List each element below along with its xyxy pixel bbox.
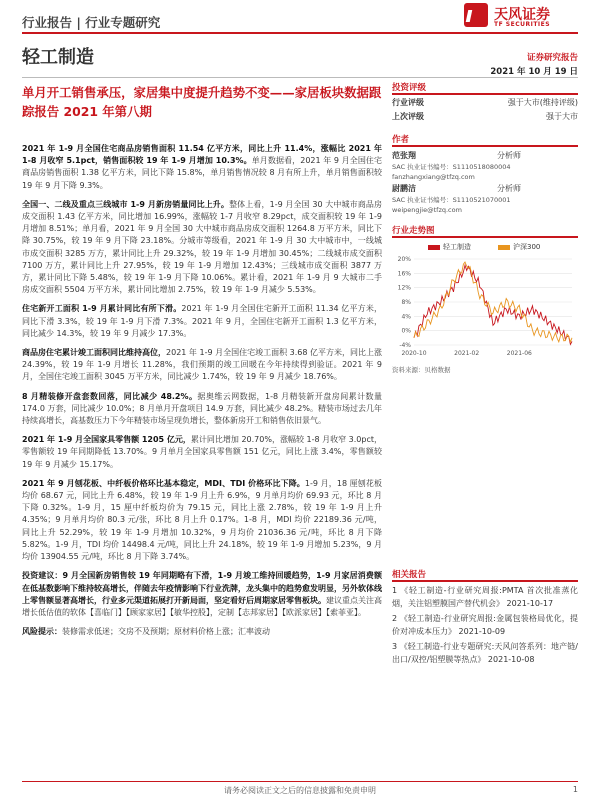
previous-rating-value: 强于大市 [546,112,578,121]
author-role: 分析师 [497,151,521,160]
author-email[interactable]: weipengjie@tfzq.com [392,206,462,214]
paragraph-lead: 投资建议：9 月全国新房销售较 19 年同期略有下滑，1-9 月竣工维持回暖趋势，1-9 月家居消费额在低基数影响下维持较高增长，伴随去年疫情影响下行业洗牌，龙头集中的趋势愈发明显，另外软体线上零售额显著高增长，行业多元渠道拓展打开新局面，坚定看好后周期家居零售板块。 [22,571,382,605]
paragraph-text: 单月数据看，2021 年 9 月全国住宅商品房销售面积 1.38 亿平方米，同比下降 15.8%，单月销售情况较 8 月有所上升，单月销售面积较 19 年 9 月下降 9.3%。 [22,156,382,190]
author-name: 范张翔 [392,151,416,160]
x-tick-label: 2021-02 [454,350,480,357]
author-email[interactable]: fanzhangxiang@tfzq.com [392,173,475,181]
y-tick-label: -4% [399,342,411,349]
related-report-link[interactable]: 3 《轻工制造-行业专题研究:天风问答系列：地产链/出口/双控/铝塑膜等热点》 2021-10-08 [392,642,578,664]
body-paragraph [22,303,382,340]
paragraph-lead: 2021 年 9 月刨花板、中纤板价格环比基本稳定，MDI、TDI 价格环比下降。 [22,478,305,488]
tf-securities-logo-icon [464,3,488,27]
y-tick-label: 4% [401,313,411,321]
paragraph-text: 2021 年 1-9 月全国住宅新开工面积 11.34 亿平方米，同比下滑 3.3%，较 19 年 1-9 月下滑 7.3%。2021 年 9 月，全国住宅新开工面积 1.3 亿平方米，同比减少 14.3%，较 19 年 9 月减少 17.3%。 [22,304,382,338]
report-category: 行业报告 | 行业专题研究 [22,15,161,30]
brand-name: 天风证券 [494,7,550,23]
related-heading: 相关报告 [392,570,427,580]
trend-divider [392,236,578,238]
industry-rating-value: 强于大市(维持评级) [507,98,578,107]
body-paragraph [22,434,382,471]
paragraph-lead: 2021 年 1-9 月全国家具零售额 1205 亿元， [22,435,191,445]
trend-chart [392,255,578,360]
paragraph-text: 累计同比增加 20.70%，涨幅较 1-8 月收窄 3.0pct，零售额较 19 年同期降低 13.70%。9 月单月全国家具零售额 151 亿元，同比上涨 3.4%，零售额较 19 年 9 月减少 15.17%。 [22,435,382,469]
rating-heading: 投资评级 [392,83,427,93]
paragraph-lead: 商品房住宅累计竣工面积同比维持高位， [22,348,167,358]
body-paragraph [22,347,382,384]
body-paragraph [22,478,382,563]
paragraph-lead: 全国一、二线及重点三线城市 1-9 月新房销量同比上升。 [22,199,230,209]
body-paragraph [22,143,382,192]
brand-name-en: TF SECURITIES [494,21,551,28]
trend-heading: 行业走势图 [392,226,435,236]
report-type: 证券研究报告 [526,53,578,63]
y-tick-label: 12% [397,284,411,292]
y-tick-label: 16% [397,270,411,278]
title-divider [22,77,578,78]
y-tick-label: 8% [401,299,411,306]
legend-label-industry: 轻工制造 [443,243,471,251]
x-tick-label: 2021-06 [506,350,532,357]
chart-source: 资料来源：贝格数据 [392,366,451,374]
paragraph-text: 据奥维云网数据，1-8 月精装新开盘房间累计数量 174.0 万套，同比减少 10.0%；8 月单月开盘项目 14.9 万套，同比减少 48.2%。精装市场过去几年持续高增长，高基数压力下今年精装市场呈现负增长，整体新房开工和销售依旧景气。 [22,391,383,426]
disclaimer-notice: 请务必阅读正文之后的信息披露和免责申明 [224,786,376,795]
author-cert: SAC 执业证书编号：S1110521070001 [392,196,511,204]
paragraph-lead: 住宅新开工面积 1-9 月累计同比有所下滑。 [22,304,182,314]
paragraph-text: 整体上看，1-9 月全国 30 大中城市商品房成交面积 1.43 亿平方米，同比增加 16.99%，涨幅较 1-7 月收窄 8.29pct，成交面积较 19 年 1-9 月增加 8.51%；单月看，2021 年 9 月全国 30 大中城市商品房成交面积 1264.8 万平方米，同比下降 30.75%，较 19 年 9 月下降 23.18%。分城市等级看，2021 年 1-9 月 30 大中城市中，一线城市成交面积 3285 万方，累计同比上升 29.32%，较 19 年 1-9 月增加 30.45%；二线城市成交面积 7100 万方，累计同比上升 27.95%，较 19 年 1-9 月增加 12.43%；三线城市成交面积 3877 万方，累计同比下降 5.48%，较 19 年 1-9 月下降 10.06%。累计看，2021 年 1-9 月 9 大城市二手房成交面积 5504 万平方米，累计同比增加 2.75%，较 19 年 1-9 月减少 5.53%。 [22,199,382,295]
paragraph-lead: 8 月精装修开盘套数回落，同比减少 48.2%。 [22,391,198,401]
related-reports-list [392,585,578,670]
authors-divider [392,145,578,147]
x-tick-label: 2020-10 [401,350,427,357]
paragraph-text: 建议重点关注高增长低估值的软体【喜临门】【顾家家居】【敏华控股】，定制【志邦家居】【欧派家居】【索菲亚】。 [22,595,382,617]
related-divider [392,580,578,582]
body-paragraph [22,570,382,619]
legend-swatch-index [498,245,510,250]
paragraph-text: 1-9 月，18 厘刨花板均价 68.67 元，同比上升 6.48%，较 19 年 1-9 月上升 6.9%，9 月单月均价 69.93 元，环比 8 月下降 0.32%。1-9 月，15 厘中纤板均价为 79.15 元，同比上涨 2.78%，较 19 年 1-9 月上升 4.35%；9 月单月均价 80.3 元/张，环比 8 月上升 0.17%。1-8 月，MDI 均价 22189.36 元/吨，同比上升 52.29%，较 19 年 1-9 月增加 10.32%，9 月均价 21036.36 元/吨，环比 8 月下降 5.82%。1-9 月，TDI 均价 14498.4 元/吨，同比上升 24.18%，较 19 年 1-9 月增加 5.23%，9 月均价 13904.55 元/吨，环比 8 月下降 3.74%。 [22,478,382,562]
authors-heading: 作者 [392,135,410,145]
body-paragraph [22,626,382,638]
page-number: 1 [572,785,578,794]
related-report-link[interactable]: 2 《轻工制造-行业研究周报:金属包装格局优化，提价对冲成本压力》 2021-10-09 [392,614,578,636]
footer-divider [22,781,578,782]
header-divider [22,32,578,34]
body-paragraph [22,391,382,428]
paragraph-text: 2021 年 1-9 月全国住宅竣工面积 3.68 亿平方米，同比上涨 24.39%，较 19 年 1-9 月增长 11.28%，我们预期的竣工回暖在今年持续得到验证。2021 年 9 月，全国住宅竣工面积 3045 万平方米，同比减少 1.74%，较 19 年 9 月减少 18.76%。 [22,348,383,382]
report-body [22,143,382,645]
page-title: 轻工制造 [22,47,94,68]
related-report-link[interactable]: 1 《轻工制造-行业研究周报:PMTA 首次批准蒸化烟，关注铝塑膜国产替代机会》 2021-10-17 [392,586,578,608]
rating-divider [392,93,578,95]
paragraph-lead: 风险提示： [22,627,62,637]
paragraph-lead: 2021 年 1-9 月全国住宅商品房销售面积 11.54 亿平方米，同比上升 11.4%，涨幅比 2021 年 1-8 月收窄 5.1pct，销售面积较 19 年 1-9 月增加 10.3%。 [22,144,382,166]
y-tick-label: 0% [401,327,411,335]
author-role: 分析师 [497,184,521,193]
report-headline: 单月开工销售承压，家居集中度提升趋势不变——家居板块数据跟踪报告 2021 年第八期 [22,85,382,119]
body-paragraph [22,199,382,297]
industry-rating-label: 行业评级 [392,98,424,107]
report-date: 2021 年 10 月 19 日 [490,67,578,77]
legend-swatch-industry [428,245,440,250]
legend-label-index: 沪深300 [513,243,541,251]
previous-rating-label: 上次评级 [392,112,424,121]
author-cert: SAC 执业证书编号：S1110518080004 [392,163,511,171]
y-tick-label: 20% [397,256,411,263]
paragraph-text: 装修需求低迷；交房不及预期；原材料价格上涨；汇率波动 [62,627,270,637]
author-name: 尉鹏洁 [392,184,416,193]
